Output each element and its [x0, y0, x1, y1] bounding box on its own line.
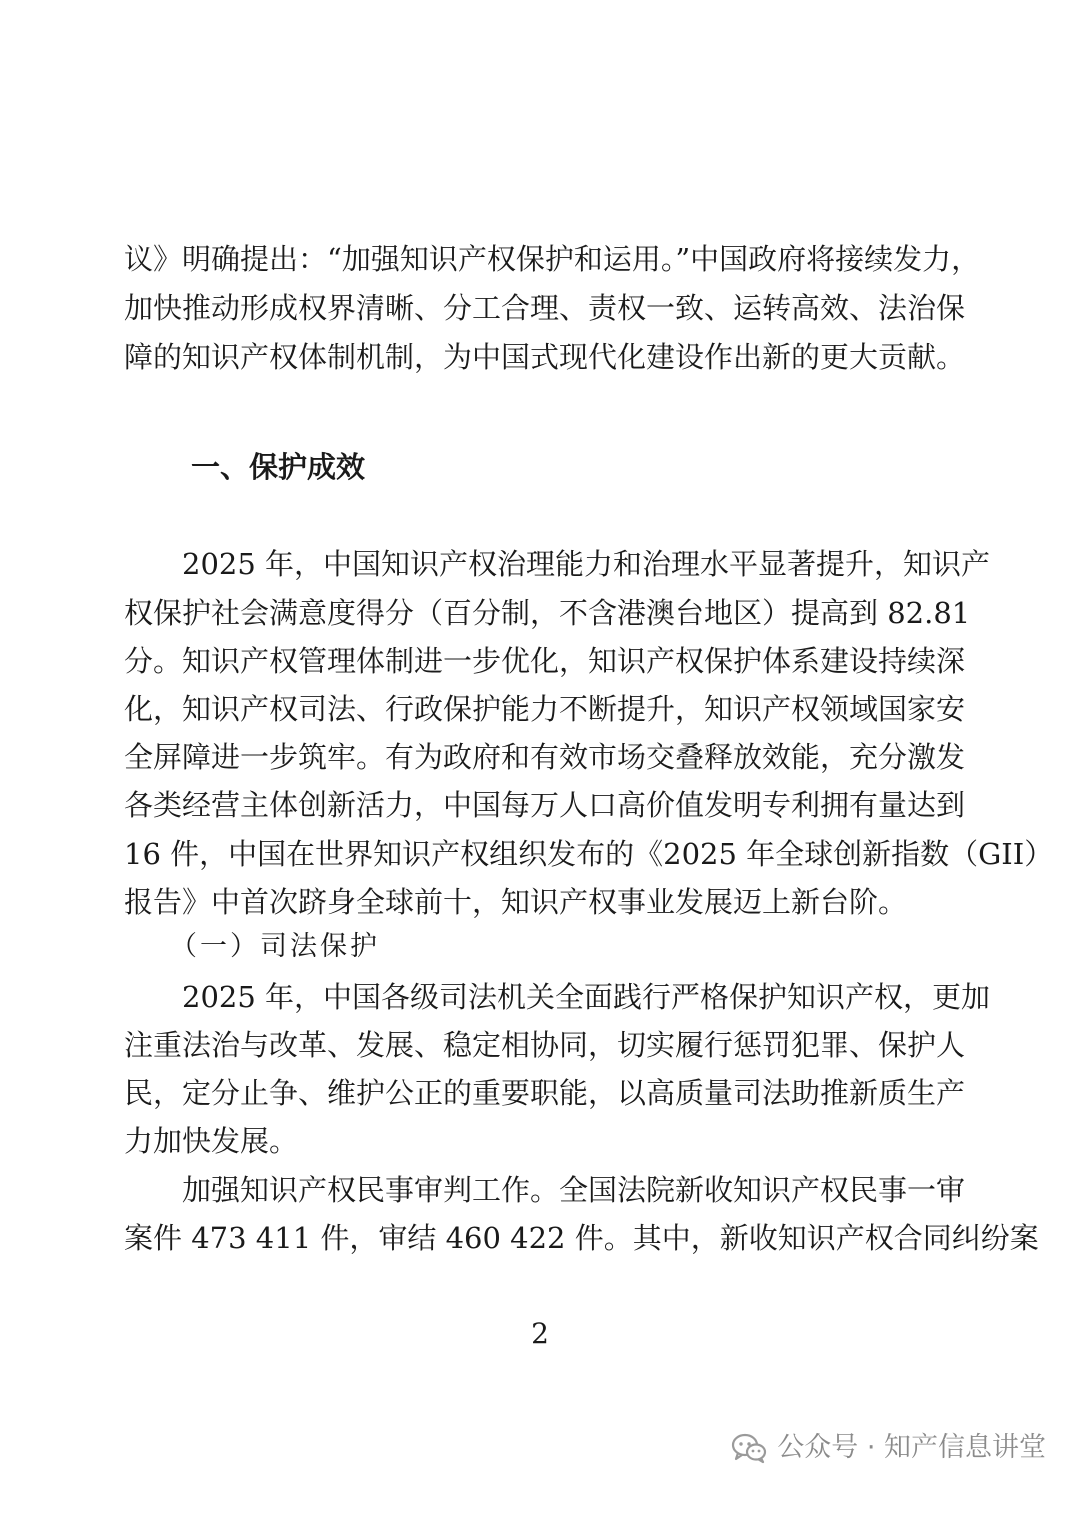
wechat-icon: [731, 1432, 767, 1464]
section-line-2: 权保护社会满意度得分（百分制，不含港澳台地区）提高到 82.81: [124, 596, 971, 630]
section-line-3: 分。知识产权管理体制进一步优化，知识产权保护体系建设持续深: [124, 644, 966, 678]
subsection-heading: （一）司法保护: [170, 931, 380, 962]
judicial-line-3: 民，定分止争、维护公正的重要职能，以高质量司法助推新质生产: [124, 1076, 966, 1110]
judicial-line-4: 力加快发展。: [124, 1124, 299, 1158]
judicial-line-1: 2025 年，中国各级司法机关全面践行严格保护知识产权，更加: [182, 980, 991, 1014]
intro-line-2: 加快推动形成权界清晰、分工合理、责权一致、运转高效、法治保: [124, 291, 966, 325]
civil-line-2: 案件 473 411 件，审结 460 422 件。其中，新收知识产权合同纠纷案: [124, 1221, 1039, 1255]
section-line-6: 各类经营主体创新活力，中国每万人口高价值发明专利拥有量达到: [124, 788, 966, 822]
section-line-7: 16 件，中国在世界知识产权组织发布的《2025 年全球创新指数（GII）: [124, 837, 1054, 871]
section-line-5: 全屏障进一步筑牢。有为政府和有效市场交叠释放效能，充分激发: [124, 740, 966, 774]
watermark-text: 公众号 · 知产信息讲堂: [777, 1432, 1046, 1463]
intro-line-3: 障的知识产权体制机制，为中国式现代化建设作出新的更大贡献。: [124, 340, 966, 374]
section-heading: 一、保护成效: [191, 450, 366, 484]
judicial-line-2: 注重法治与改革、发展、稳定相协同，切实履行惩罚犯罪、保护人: [124, 1028, 966, 1062]
section-line-8: 报告》中首次跻身全球前十，知识产权事业发展迈上新台阶。: [124, 885, 908, 919]
section-line-4: 化，知识产权司法、行政保护能力不断提升，知识产权领域国家安: [124, 692, 966, 726]
section-line-1: 2025 年，中国知识产权治理能力和治理水平显著提升，知识产: [182, 547, 991, 581]
wechat-watermark: [731, 1428, 1046, 1468]
civil-line-1: 加强知识产权民事审判工作。全国法院新收知识产权民事一审: [182, 1173, 966, 1207]
intro-line-1: 议》明确提出：“加强知识产权保护和运用。”中国政府将接续发力，: [124, 242, 981, 276]
page-number: 2: [531, 1317, 549, 1350]
